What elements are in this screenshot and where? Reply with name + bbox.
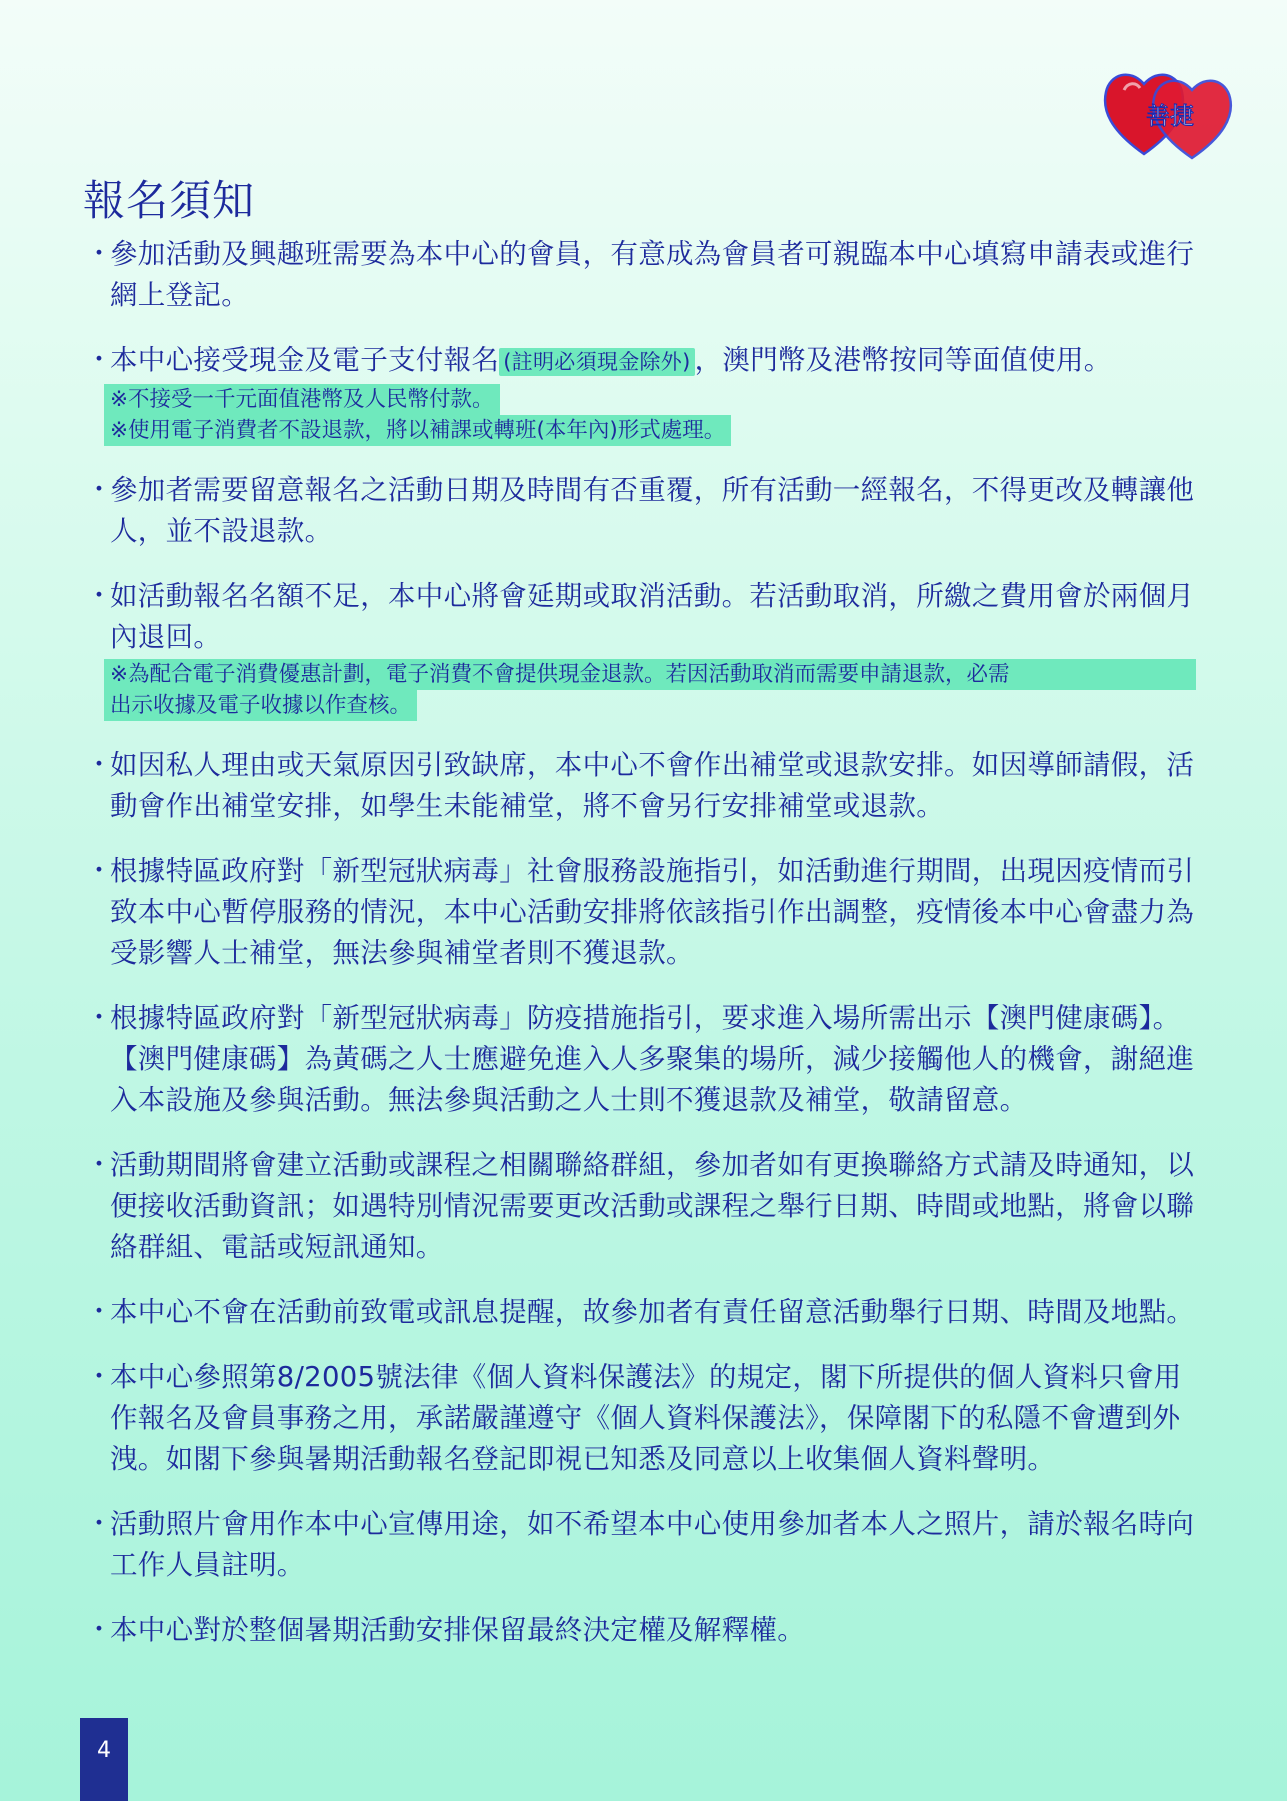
item-text: 本中心不會在活動前致電或訊息提醒，故參加者有責任留意活動舉行日期、時間及地點。 (110, 1296, 1195, 1328)
list-item (86, 1145, 1196, 1268)
bullet: ・ (86, 1150, 113, 1180)
bullet: ・ (86, 239, 113, 269)
list-item (86, 851, 1196, 974)
item-text-part: 本中心接受現金及電子支付報名 (110, 344, 500, 376)
bullet: ・ (86, 581, 113, 611)
item-text: 參加活動及興趣班需要為本中心的會員，有意成為會員者可親臨本中心填寫申請表或進行網上登記。 (110, 238, 1195, 311)
bullet: ・ (86, 345, 113, 375)
item-text: 如活動報名名額不足，本中心將會延期或取消活動。若活動取消，所繳之費用會於兩個月內退回。 (110, 580, 1195, 653)
list-item (86, 576, 1196, 721)
note-line: ※為配合電子消費優惠計劃，電子消費不會提供現金退款。若因活動取消而需要申請退款，必需 (104, 659, 1196, 690)
item-text: 本中心參照第8/2005號法律《個人資料保護法》的規定，閣下所提供的個人資料只會用作報名及會員事務之用，承諾嚴謹遵守《個人資料保護法》，保障閣下的私隱不會遭到外洩。如閣下參與暑期活動報名登記即視已知悉及同意以上收集個人資料聲明。 (110, 1361, 1182, 1475)
list-item (86, 1357, 1196, 1480)
item-text (110, 340, 1196, 383)
bullet: ・ (86, 856, 113, 886)
item-text: 活動照片會用作本中心宣傳用途，如不希望本中心使用參加者本人之照片，請於報名時向工作人員註明。 (110, 1508, 1195, 1581)
list-item (86, 340, 1196, 446)
note-line: ※不接受一千元面值港幣及人民幣付款。 (104, 384, 500, 415)
bullet: ・ (86, 1509, 113, 1539)
bullet: ・ (86, 1362, 113, 1392)
list-item (86, 1292, 1196, 1333)
item-text-part: ，澳門幣及港幣按同等面值使用。 (694, 344, 1112, 376)
item-text: 如因私人理由或天氣原因引致缺席，本中心不會作出補堂或退款安排。如因導師請假，活動會作出補堂安排，如學生未能補堂，將不會另行安排補堂或退款。 (110, 749, 1195, 822)
logo-text: 善捷 (1146, 102, 1194, 130)
page-number-tab (80, 1718, 128, 1801)
item-text: 根據特區政府對「新型冠狀病毒」社會服務設施指引，如活動進行期間，出現因疫情而引致本中心暫停服務的情況，本中心活動安排將依該指引作出調整，疫情後本中心會盡力為受影響人士補堂，無法參與補堂者則不獲退款。 (110, 855, 1195, 969)
list-item (86, 470, 1196, 552)
item-text: 本中心對於整個暑期活動安排保留最終決定權及解釋權。 (110, 1614, 805, 1646)
logo-hearts-icon (1100, 62, 1234, 162)
note-group (110, 384, 1196, 446)
item-text: 活動期間將會建立活動或課程之相關聯絡群組，參加者如有更換聯絡方式請及時通知，以便接收活動資訊；如遇特別情況需要更改活動或課程之舉行日期、時間或地點，將會以聯絡群組、電話或短訊通知。 (110, 1149, 1195, 1263)
item-text: 參加者需要留意報名之活動日期及時間有否重覆，所有活動一經報名，不得更改及轉讓他人，並不設退款。 (110, 474, 1195, 547)
bullet: ・ (86, 1003, 113, 1033)
item-text: 根據特區政府對「新型冠狀病毒」防疫措施指引，要求進入場所需出示【澳門健康碼】。【澳門健康碼】為黃碼之人士應避免進入人多聚集的場所，減少接觸他人的機會，謝絕進入本設施及參與活動。無法參與活動之人士則不獲退款及補堂，敬請留意。 (110, 1002, 1195, 1116)
list-item (86, 1610, 1196, 1651)
note-line: 出示收據及電子收據以作查核。 (104, 690, 417, 721)
page-title: 報名須知 (83, 176, 256, 225)
bullet: ・ (86, 1615, 113, 1645)
list-item (86, 234, 1196, 316)
list-item (86, 1504, 1196, 1586)
bullet: ・ (86, 1297, 113, 1327)
note-group (110, 659, 1196, 721)
bullet: ・ (86, 475, 113, 505)
list-item (86, 745, 1196, 827)
note-line: ※使用電子消費者不設退款，將以補課或轉班(本年內)形式處理。 (104, 415, 731, 446)
list-item (86, 998, 1196, 1121)
bullet: ・ (86, 750, 113, 780)
inline-note: (註明必須現金除外) (499, 348, 694, 376)
page-number: 4 (97, 1738, 111, 1763)
notice-list (86, 234, 1196, 1675)
